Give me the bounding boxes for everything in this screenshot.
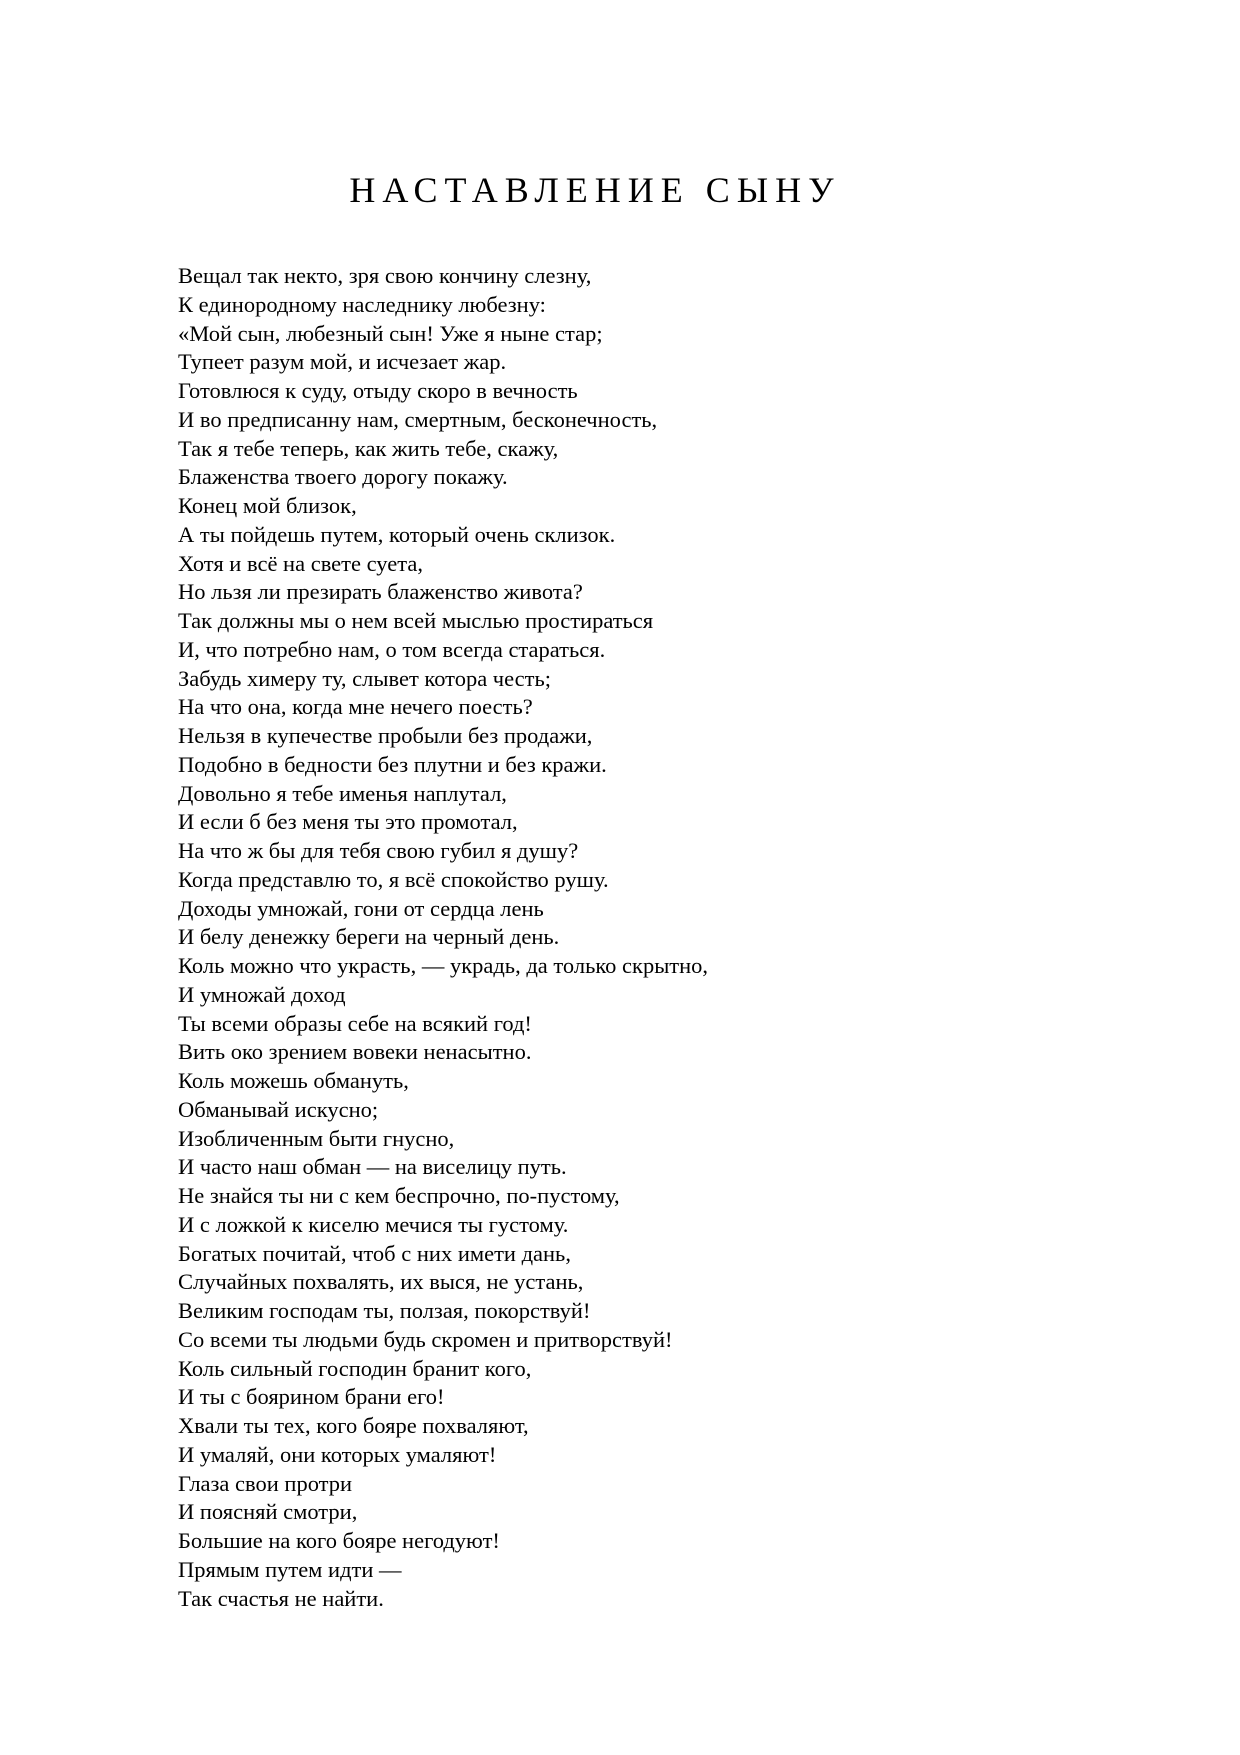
poem-line: Богатых почитай, чтоб с них имети дань, [178, 1240, 571, 1266]
poem-line: Готовлюся к суду, отыду скоро в вечность [178, 378, 578, 403]
poem-line: Нельзя в купечестве пробыли без продажи, [178, 723, 593, 748]
poem-line: Хвали ты тех, кого бояре похваляют, [178, 1413, 529, 1438]
poem-line: Забудь химеру ту, слывет котора честь; [178, 665, 551, 691]
poem-line: Великим господам ты, ползая, покорствуй! [178, 1298, 591, 1323]
poem-line: Тупеет разум мой, и исчезает жар. [178, 349, 507, 375]
poem-line: И умножай доход [178, 981, 346, 1007]
poem-line: Так должны мы о нем всей мыслью простираться [178, 608, 654, 633]
poem-line: Хотя и всё на свете суета, [178, 550, 423, 576]
poem-line: Большие на кого бояре негодуют! [178, 1528, 500, 1553]
poem-line: Обманывай искусно; [178, 1096, 379, 1122]
poem-line: Коль можешь обмануть, [178, 1068, 409, 1093]
poem-line: И умаляй, они которых умаляют! [178, 1441, 497, 1467]
poem-line: Прямым путем идти — [178, 1556, 402, 1582]
poem-line: А ты пойдешь путем, который очень склизок. [178, 521, 616, 547]
poem-line: Случайных похвалять, их выся, не устань, [178, 1269, 584, 1295]
poem-line: Когда представлю то, я всё спокойство рушу. [178, 866, 609, 892]
poem-line: Конец мой близок, [178, 493, 357, 518]
poem-line: Так счастья не найти. [178, 1585, 384, 1611]
poem-title: НАСТАВЛЕНИЕ СЫНУ [349, 170, 841, 210]
poem-line: «Мой сын, любезный сын! Уже я ныне стар; [178, 320, 603, 346]
poem-line: Коль сильный господин бранит кого, [178, 1355, 532, 1381]
poem-line: Довольно я тебе именья наплутал, [178, 780, 507, 806]
poem-line: На что ж бы для тебя свою губил я душу? [178, 838, 579, 863]
poem-line: Блаженства твоего дорогу покажу. [178, 464, 508, 490]
poem-line: И часто наш обман — на виселицу путь. [178, 1154, 567, 1180]
poem-line: Со всеми ты людьми будь скромен и притворствуй! [178, 1326, 673, 1352]
poem-line: На что она, когда мне нечего поесть? [178, 694, 533, 720]
poem-line: Вить око зрением вовеки ненасытно. [178, 1039, 532, 1065]
poem-line: Не знайся ты ни с кем беспрочно, по-пустому, [178, 1183, 620, 1208]
poem-line: И поясняй смотри, [178, 1499, 358, 1525]
poem-line: Глаза свои протри [178, 1470, 353, 1496]
poem-line: И если б без меня ты это промотал, [178, 809, 518, 835]
poem-line: И с ложкой к киселю мечися ты густому. [178, 1211, 569, 1237]
poem-line: И во предписанну нам, смертным, бесконечность, [178, 406, 658, 432]
poem-line: Но льзя ли презирать блаженство живота? [178, 579, 583, 605]
poem-text [178, 262, 1178, 1613]
poem-line: Вещал так некто, зря свою кончину слезну, [178, 263, 592, 288]
poem-line: И белу денежку береги на черный день. [178, 924, 560, 950]
poem-line: И ты с боярином брани его! [178, 1384, 445, 1410]
poem-line: К единородному наследнику любезну: [178, 291, 546, 317]
poem-line: Доходы умножай, гони от сердца лень [178, 895, 544, 921]
poem-line: Подобно в бедности без плутни и без кражи. [178, 751, 607, 777]
poem-line: Так я тебе теперь, как жить тебе, скажу, [178, 435, 559, 461]
poem-line: Коль можно что украсть, — украдь, да только скрытно, [178, 953, 709, 978]
poem-line: Изобличенным быти гнусно, [178, 1125, 455, 1151]
poem-line: Ты всеми образы себе на всякий год! [178, 1010, 532, 1036]
poem-line: И, что потребно нам, о том всегда стараться. [178, 636, 606, 662]
